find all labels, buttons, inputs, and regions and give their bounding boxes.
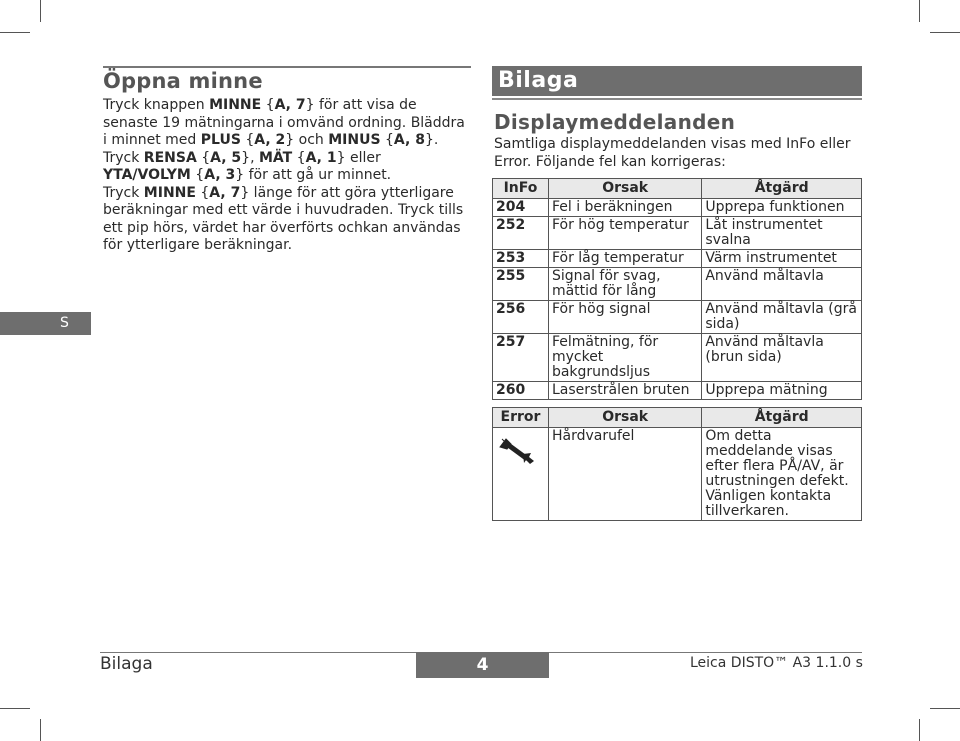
text-segment: } för att gå ur minnet. [235, 167, 392, 183]
text-segment: } eller [336, 149, 381, 166]
key-label: MINUS [328, 132, 381, 148]
crop-mark [930, 32, 960, 33]
table-row [493, 250, 862, 268]
key-label: A, 8 [393, 132, 425, 148]
footer-rule [100, 652, 416, 653]
action-cell: Upprepa funktionen [702, 199, 862, 217]
crop-mark [0, 708, 30, 709]
action-cell: Låt instrumentet svalna [702, 217, 862, 250]
info-code: 204 [493, 199, 549, 217]
crop-mark [919, 0, 920, 22]
header-cause: Orsak [548, 408, 701, 428]
action-cell: Värm instrumentet [702, 250, 862, 268]
info-code: 252 [493, 217, 549, 250]
messages-table [492, 178, 862, 521]
text-segment: } och [285, 132, 329, 148]
key-label: A, 7 [274, 97, 306, 113]
footer-rule [549, 652, 862, 653]
text-segment: }. Tryck [103, 132, 439, 166]
key-label: A, 2 [254, 132, 286, 148]
table-row [493, 268, 862, 301]
error-header-row [493, 408, 862, 428]
text-segment: Tryck [103, 184, 144, 201]
table-row [493, 301, 862, 334]
error-action: Om detta meddelande visas efter flera PÅ/AV, är utrustningen defekt. Vänligen kontakta tillverkaren. [702, 428, 862, 521]
cause-cell: För låg temperatur [548, 250, 701, 268]
key-label: A, 7 [209, 184, 241, 201]
info-code: 255 [493, 268, 549, 301]
page-number: 4 [416, 652, 549, 678]
error-icon-cell [493, 428, 549, 521]
crop-mark [0, 32, 30, 33]
header-info: InFo [493, 179, 549, 199]
appendix-section [492, 66, 862, 521]
crop-mark [40, 719, 41, 741]
key-label: RENSA [143, 149, 197, 166]
action-cell: Använd måltavla (grå sida) [702, 301, 862, 334]
table-row [493, 428, 862, 521]
text-segment: { [195, 184, 210, 201]
info-code: 260 [493, 382, 549, 400]
key-label: MINNE [209, 97, 262, 113]
info-code: 256 [493, 301, 549, 334]
key-label: A, 1 [305, 149, 337, 166]
text-segment: } för att visa de senaste 19 mätningarna i omvänd ordning. Bläddra i minnet med [103, 97, 465, 148]
info-code: 257 [493, 334, 549, 382]
text-segment: { [196, 149, 211, 166]
crop-mark [40, 0, 41, 22]
key-label: A, 3 [204, 167, 236, 183]
text-segment: { [261, 97, 275, 113]
cause-cell: Felmätning, för mycket bakgrundsljus [548, 334, 701, 382]
table-row [493, 199, 862, 217]
open-memory-section [103, 66, 471, 255]
error-cause: Hårdvarufel [548, 428, 701, 521]
table-gap [493, 400, 862, 408]
action-cell: Använd måltavla (brun sida) [702, 334, 862, 382]
section-rule [492, 98, 862, 100]
text-segment: }, [241, 149, 259, 166]
table-row [493, 334, 862, 382]
cause-cell: För hög signal [548, 301, 701, 334]
section-rule [103, 66, 471, 68]
intro-text: Samtliga displaymeddelanden visas med InFo eller Error. Följande fel kan korrigeras: [494, 136, 851, 170]
text-segment: } länge för att göra ytterligare beräkningar med ett värde i huvudraden. Tryck tills ett pip hörs, värdet har överförts ochkan användas för ytterligare beräkningar. [103, 184, 464, 253]
key-label: YTA/VOLYM [103, 167, 191, 183]
instruction-paragraph-1 [103, 97, 471, 185]
crop-mark [930, 708, 960, 709]
cause-cell: Signal för svag, mättid för lång [548, 268, 701, 301]
text-segment: { [380, 132, 394, 148]
text-segment: Tryck knappen [103, 97, 210, 113]
action-cell: Använd måltavla [702, 268, 862, 301]
key-label: A, 5 [210, 149, 242, 166]
cause-cell: För hög temperatur [548, 217, 701, 250]
language-tab: S [0, 312, 91, 335]
text-segment: { [240, 132, 255, 148]
display-messages-heading: Displaymeddelanden [494, 110, 736, 134]
action-cell: Upprepa mätning [702, 382, 862, 400]
key-label: MÄT [258, 149, 293, 166]
wrench-icon [496, 433, 538, 467]
instruction-paragraph-2 [103, 185, 471, 255]
cause-cell: Laserstrålen bruten [548, 382, 701, 400]
product-version: Leica DISTO™ A3 1.1.0 s [690, 655, 863, 671]
table-row [493, 217, 862, 250]
table-row [493, 382, 862, 400]
cause-cell: Fel i beräkningen [548, 199, 701, 217]
info-code: 253 [493, 250, 549, 268]
key-label: PLUS [200, 132, 241, 148]
text-segment: { [190, 167, 205, 183]
header-action: Åtgärd [702, 408, 862, 428]
crop-mark [919, 719, 920, 741]
section-heading: Öppna minne [103, 69, 263, 93]
header-cause: Orsak [548, 179, 701, 199]
footer-section-label: Bilaga [100, 654, 153, 674]
header-error: Error [493, 408, 549, 428]
appendix-title-bar: Bilaga [492, 66, 862, 96]
info-header-row [493, 179, 862, 199]
key-label: MINNE [143, 184, 196, 201]
text-segment: { [292, 149, 306, 166]
header-action: Åtgärd [702, 179, 862, 199]
